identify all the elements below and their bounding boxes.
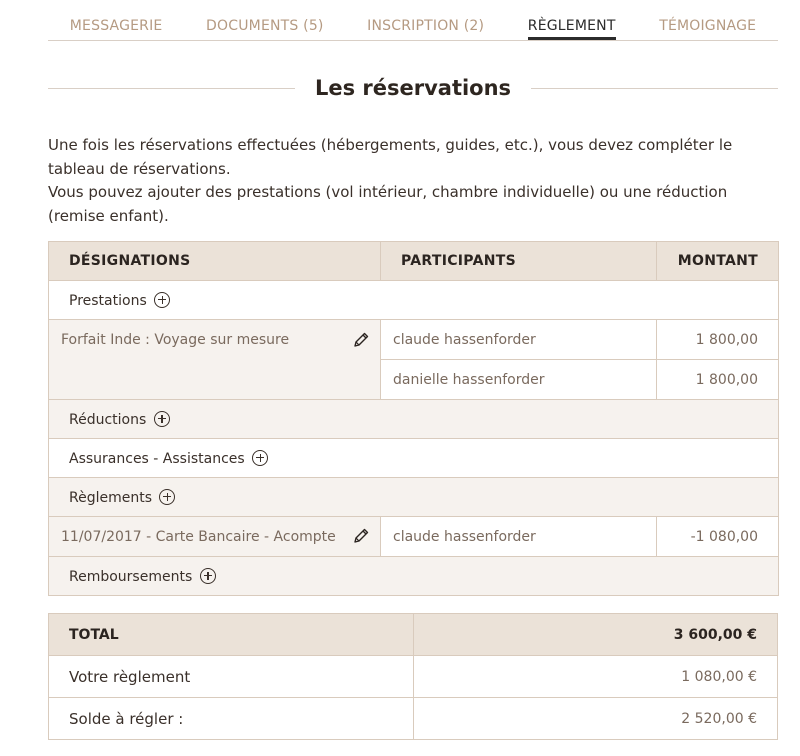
participant-cell: claude hassenforder bbox=[381, 320, 657, 360]
reglement-designation-text: 11/07/2017 - Carte Bancaire - Acompte bbox=[61, 528, 336, 545]
prestation-designation-text: Forfait Inde : Voyage sur mesure bbox=[61, 332, 290, 348]
table-row bbox=[49, 320, 779, 360]
montant-cell: 1 800,00 bbox=[657, 360, 779, 400]
group-remboursements bbox=[49, 557, 779, 596]
group-prestations bbox=[49, 281, 779, 320]
tab-reglement[interactable]: RÈGLEMENT bbox=[528, 1, 616, 39]
page-title: Les réservations bbox=[314, 76, 512, 100]
header-montant: MONTANT bbox=[657, 242, 779, 281]
prestation-designation bbox=[49, 320, 381, 400]
group-label-reductions: Réductions bbox=[69, 411, 147, 428]
total-value: 3 600,00 € bbox=[413, 614, 778, 656]
tab-temoignage[interactable]: TÉMOIGNAGE bbox=[659, 18, 757, 34]
header-designations: DÉSIGNATIONS bbox=[49, 242, 381, 281]
group-assurances bbox=[49, 439, 779, 478]
intro-text bbox=[48, 134, 778, 228]
participant-cell: claude hassenforder bbox=[381, 517, 657, 557]
group-label-assurances: Assurances - Assistances bbox=[69, 450, 245, 467]
table-row bbox=[49, 517, 779, 557]
add-remboursement-icon[interactable] bbox=[200, 568, 216, 584]
group-label-reglements: Règlements bbox=[69, 489, 153, 506]
intro-paragraph-1: Une fois les réservations effectuées (hébergements, guides, etc.), vous devez compléter le tableau de réservations. bbox=[48, 136, 733, 178]
add-prestation-icon[interactable] bbox=[154, 292, 170, 308]
solde-label: Solde à régler : bbox=[49, 698, 414, 740]
reglement-label: Votre règlement bbox=[49, 656, 414, 698]
add-reduction-icon[interactable] bbox=[154, 411, 170, 427]
reglement-designation bbox=[49, 517, 381, 557]
tab-inscription[interactable]: INSCRIPTION (2) bbox=[367, 18, 485, 34]
edit-pencil-icon[interactable] bbox=[352, 527, 370, 545]
group-label-remboursements: Remboursements bbox=[69, 568, 193, 585]
tab-messagerie[interactable]: MESSAGERIE bbox=[69, 18, 163, 34]
solde-row bbox=[49, 698, 778, 740]
reglement-row bbox=[49, 656, 778, 698]
totals-table bbox=[48, 613, 778, 740]
tab-documents[interactable]: DOCUMENTS (5) bbox=[206, 18, 324, 34]
divider-right bbox=[531, 88, 778, 89]
add-reglement-icon[interactable] bbox=[159, 489, 175, 505]
montant-cell: -1 080,00 bbox=[657, 517, 779, 557]
tab-bar bbox=[48, 0, 778, 41]
total-row bbox=[49, 614, 778, 656]
group-reglements bbox=[49, 478, 779, 517]
group-reductions bbox=[49, 400, 779, 439]
header-participants: PARTICIPANTS bbox=[381, 242, 657, 281]
intro-paragraph-2: Vous pouvez ajouter des prestations (vol intérieur, chambre individuelle) ou une réduction (remise enfant). bbox=[48, 183, 728, 225]
add-assurance-icon[interactable] bbox=[252, 450, 268, 466]
montant-cell: 1 800,00 bbox=[657, 320, 779, 360]
table-header-row bbox=[49, 242, 779, 281]
section-heading bbox=[48, 70, 778, 106]
divider-left bbox=[48, 88, 295, 89]
participant-cell: danielle hassenforder bbox=[381, 360, 657, 400]
edit-pencil-icon[interactable] bbox=[352, 331, 370, 349]
reglement-value: 1 080,00 € bbox=[413, 656, 778, 698]
total-label: TOTAL bbox=[49, 614, 414, 656]
reservations-table bbox=[48, 241, 779, 596]
group-label-prestations: Prestations bbox=[69, 292, 147, 309]
solde-value: 2 520,00 € bbox=[413, 698, 778, 740]
